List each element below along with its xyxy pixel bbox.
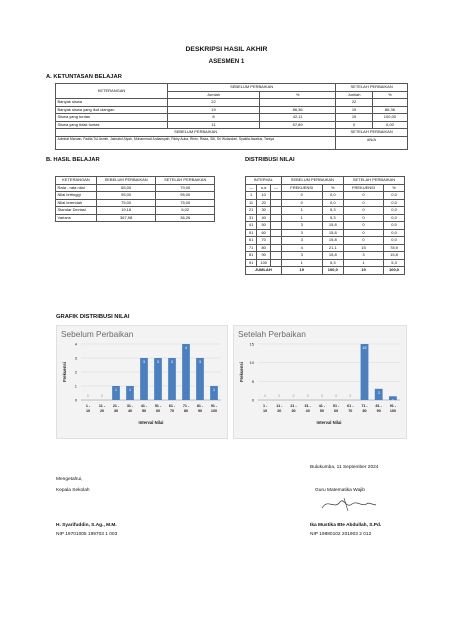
- x-tick-label: 50: [319, 409, 324, 413]
- chart-after: [233, 325, 407, 439]
- table-row: 61 70 3 15,8 0 0,0: [246, 237, 405, 245]
- section-a-heading: A. KETUNTASAN BELAJAR: [46, 74, 122, 80]
- x-tick-label: 51 -: [154, 404, 162, 408]
- table-row: Standar Deviasi 19,18 6,02: [56, 207, 215, 215]
- y-tick-label: 3: [74, 355, 77, 361]
- total-row: JUMLAH 19 100,0 19 100,0: [246, 267, 405, 275]
- sub-pct: %: [384, 184, 405, 192]
- x-tick-label: 41 -: [318, 404, 326, 408]
- sub-freq: FREKUENSI: [343, 184, 383, 192]
- x-tick-label: 70: [348, 409, 353, 413]
- x-axis-label: Interval Nilai: [316, 420, 342, 425]
- y-tick-label: 2: [74, 369, 77, 375]
- table-row: Siswa yang tuntas 8 42,11 19 100,00: [56, 114, 408, 122]
- x-tick-label: 21 -: [112, 404, 120, 408]
- x-tick-label: 1 -: [262, 404, 268, 408]
- x-tick-label: 30: [113, 409, 119, 413]
- distribusi-heading: DISTRIBUSI NILAI: [245, 157, 295, 163]
- chart-title: Sebelum Perbaikan: [61, 329, 134, 339]
- sub-jumlah: Jumlah: [168, 91, 260, 99]
- mengetahui: Mengetahui,: [56, 477, 83, 482]
- place-date: Bulukumba, 11 September 2024: [310, 465, 379, 470]
- x-tick-label: 61 -: [347, 404, 354, 408]
- x-axis-label: Interval Nilai: [138, 420, 164, 425]
- x-tick-label: 70: [169, 409, 175, 413]
- chart-before: [56, 325, 228, 439]
- col-keterangan: KETERANGAN: [56, 177, 97, 185]
- x-tick-label: 21 -: [290, 404, 297, 408]
- data-label: 0: [349, 394, 352, 398]
- data-label: 3: [171, 360, 173, 364]
- x-tick-label: 60: [334, 409, 339, 413]
- data-label: 3: [377, 390, 380, 395]
- right-nip: NIP 19880102 201903 2 012: [310, 532, 372, 537]
- data-label: 0: [320, 394, 323, 398]
- sub-pct: %: [259, 91, 335, 99]
- table-row: 71 80 4 21,1 15 78,9: [246, 244, 405, 252]
- x-tick-label: 51 -: [332, 404, 340, 408]
- sub-jumlah: Jumlah: [336, 91, 373, 99]
- x-tick-label: 91 -: [389, 404, 397, 408]
- signature-scribble: [318, 494, 380, 514]
- data-label: 1: [213, 388, 215, 392]
- data-label: 1: [115, 388, 117, 392]
- data-label: 3: [199, 360, 201, 364]
- table-row: Nilai tertinggi 95,00 95,00: [56, 192, 215, 200]
- left-name: H. Syarifuddin, S.Ag., M.M.: [56, 523, 117, 528]
- table-row: 81 90 3 15,8 3 15,8: [246, 252, 405, 260]
- x-tick-label: 71 -: [182, 404, 190, 408]
- col-after: SETELAH PERBAIKAN: [156, 177, 215, 185]
- table-row: Nilai terendah 75,00 75,00: [56, 199, 215, 207]
- data-label: 0: [278, 394, 281, 398]
- y-tick-label: 5: [251, 378, 254, 384]
- x-tick-label: 31 -: [126, 404, 134, 408]
- x-tick-label: 80: [183, 409, 189, 413]
- data-label: 4: [185, 346, 187, 350]
- x-tick-label: 50: [141, 409, 147, 413]
- chart-svg: [234, 326, 406, 438]
- ketuntasan-table: [55, 83, 408, 150]
- sub-freq: FREKUENSI: [281, 184, 322, 192]
- grafik-heading: GRAFIK DISTRIBUSI NILAI: [56, 314, 130, 320]
- bar: [196, 358, 204, 400]
- table-row: 91 100 1 5,3 1 5,3: [246, 259, 405, 267]
- x-tick-label: 31 -: [304, 404, 311, 408]
- data-label: 0: [264, 394, 267, 398]
- x-tick-label: 81 -: [196, 404, 204, 408]
- col-before: SEBELUM PERBAIKAN: [168, 84, 336, 92]
- table-row: 1 10 0 0,0 0 0,0: [246, 192, 405, 200]
- data-label: 0: [101, 394, 103, 398]
- x-tick-label: 90: [376, 409, 381, 413]
- x-tick-label: 100: [389, 409, 396, 413]
- bar: [154, 358, 162, 400]
- sub-pct: %: [372, 91, 407, 99]
- chart-title: Setelah Perbaikan: [238, 329, 306, 339]
- y-axis-label: Frekuensi: [239, 362, 244, 382]
- data-label: 1: [391, 398, 394, 403]
- bar: [361, 344, 369, 400]
- x-tick-label: 90: [197, 409, 203, 413]
- left-nip: NIP 19701005 199703 1 003: [56, 532, 118, 537]
- y-tick-label: 15: [249, 341, 254, 347]
- x-tick-label: 41 -: [140, 404, 148, 408]
- table-row: 21 30 1 5,3 0 0,0: [246, 207, 405, 215]
- table-row: 51 60 3 15,8 0 0,0: [246, 229, 405, 237]
- x-tick-label: 20: [277, 409, 282, 413]
- y-axis-label: Frekuensi: [62, 362, 67, 382]
- x-tick-label: 40: [305, 409, 310, 413]
- data-label: 3: [157, 360, 159, 364]
- sub-pct: %: [322, 184, 343, 192]
- chart-svg: [57, 326, 227, 438]
- data-label: 0: [335, 394, 338, 398]
- x-tick-label: 11 -: [98, 404, 106, 408]
- document-subtitle: ASESMEN 1: [208, 58, 245, 65]
- col-interval: INTERVAL: [246, 177, 282, 185]
- y-tick-label: 0: [251, 397, 254, 403]
- bar: [140, 358, 148, 400]
- x-tick-label: 71 -: [361, 404, 368, 408]
- x-tick-label: 10: [263, 409, 268, 413]
- hasil-belajar-table: [55, 176, 215, 222]
- x-tick-label: 40: [127, 409, 133, 413]
- x-tick-label: 91 -: [210, 404, 218, 408]
- table-row: 31 40 1 5,3 0 0,0: [246, 214, 405, 222]
- y-tick-label: 0: [74, 397, 77, 403]
- footer-after-label: SETELAH PERBAIKAN: [336, 129, 408, 137]
- names-after: #N/A: [336, 136, 408, 149]
- right-role: Guru Matematika Wajib: [315, 488, 365, 493]
- data-label: 3: [143, 360, 145, 364]
- table-row: Rata - rata nilai 65,00 79,00: [56, 184, 215, 192]
- col-sd: s.d: [257, 184, 271, 192]
- data-label: 15: [362, 346, 367, 350]
- bar: [182, 344, 190, 400]
- right-name: Ika Mustika Bte Abdullah, S.Pd.: [310, 523, 382, 528]
- x-tick-label: 20: [99, 409, 105, 413]
- data-label: 0: [87, 394, 89, 398]
- x-tick-label: 100: [210, 409, 218, 413]
- document-title: DESKRIPSI HASIL AKHIR: [185, 46, 268, 53]
- x-tick-label: 11 -: [276, 404, 283, 408]
- x-tick-label: 10: [85, 409, 91, 413]
- data-label: 0: [292, 394, 295, 398]
- bar: [168, 358, 176, 400]
- distribusi-table: INTERVAL SEBELUM PERBAIKAN SETELAH PERBAIKAN — s.d — FREKUENSI % FREKUENSI % 1 10 0 0,0 0 0,0 11 20 0 0,0 0 0,0 21 30 1 5,3 0 0,0 31 40 1 5,3 0 0,0 41 50 3 15,8 0 0,0 51 60 3 15,8 0 0,0 61 70 3 15,8 0 0,0 71 80 4 21,1 15 78,9 81 90 3 15,8 3 15,8 91 100 1 5,3 1 5,3 JUMLAH 19 100,0 19 100,0: [245, 176, 405, 275]
- col-keterangan: KETERANGAN: [56, 84, 168, 99]
- table-row: Banyak siswa 22 22: [56, 99, 408, 107]
- y-tick-label: 10: [249, 360, 254, 366]
- x-tick-label: 1 -: [85, 404, 91, 408]
- y-tick-label: 4: [74, 341, 77, 347]
- section-b-heading: B. HASIL BELAJAR: [46, 157, 100, 163]
- x-tick-label: 60: [155, 409, 161, 413]
- table-row: Varians 367,98 36,26: [56, 214, 215, 222]
- table-row: Siswa yang tidak tuntas 11 57,89 0 0,00: [56, 121, 408, 129]
- table-row: 11 20 0 0,0 0 0,0: [246, 199, 405, 207]
- col-before: SEBELUM PERBAIKAN: [281, 177, 343, 185]
- x-tick-label: 30: [291, 409, 296, 413]
- table-row: 41 50 3 15,8 0 0,0: [246, 222, 405, 230]
- data-label: 0: [306, 394, 309, 398]
- x-tick-label: 81 -: [375, 404, 382, 408]
- x-tick-label: 80: [362, 409, 367, 413]
- footer-before-label: SEBELUM PERBAIKAN: [56, 129, 336, 137]
- y-tick-label: 1: [74, 383, 77, 389]
- col-after: SETELAH PERBAIKAN: [336, 84, 408, 92]
- table-row: Banyak siswa yang ikut ulangan 19 86,36 19 86,36: [56, 106, 408, 114]
- col-after: SETELAH PERBAIKAN: [343, 177, 404, 185]
- left-role: Kepala Sekolah: [56, 488, 90, 493]
- data-label: 1: [129, 388, 131, 392]
- col-before: SEBELUM PERBAIKAN: [96, 177, 156, 185]
- names-before: Admiral Maruan, Fadila Tul Asmih, Jaimatul Aiyah, Muhammad Ardiansyah, Ricky Auka, Rinto, Riska, Siti, Sri Wulandari, Syakila Awalius, Tarsya: [56, 136, 336, 149]
- x-tick-label: 61 -: [168, 404, 176, 408]
